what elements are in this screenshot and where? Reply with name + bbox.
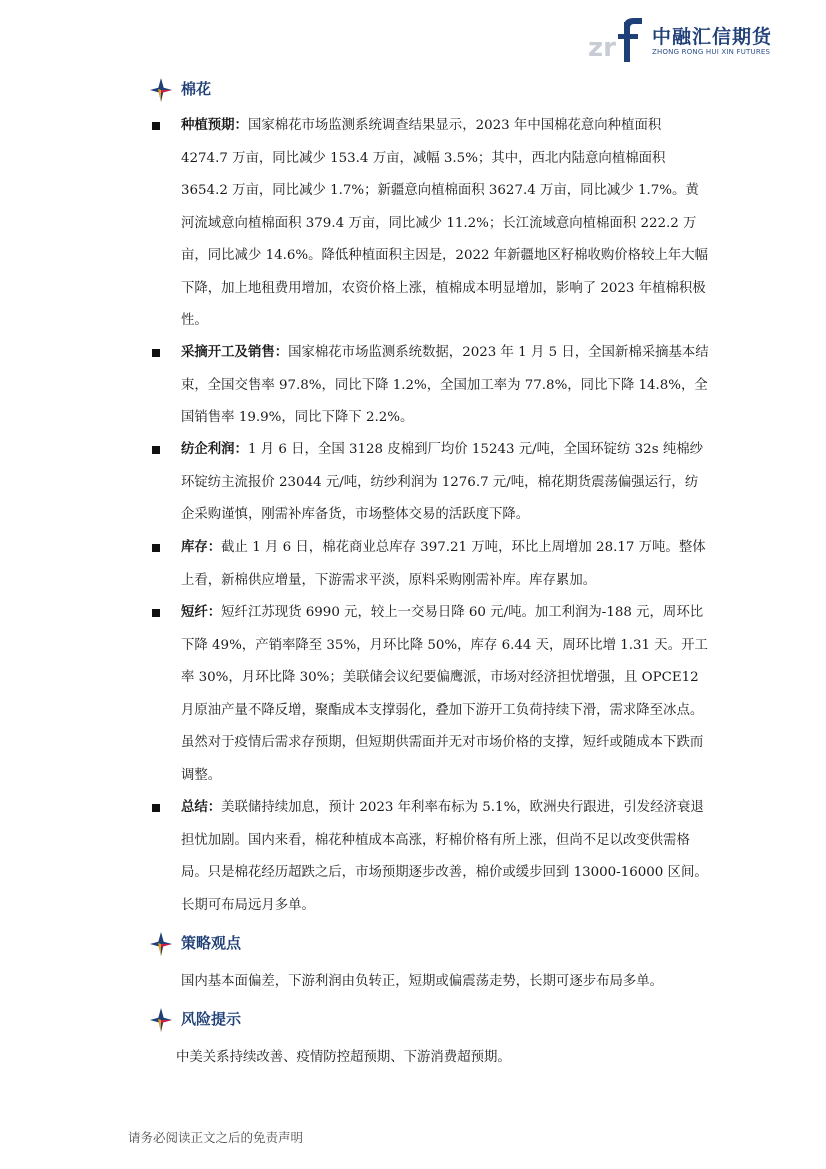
svg-text:zr: zr	[588, 33, 616, 62]
bullet-square-icon	[152, 446, 160, 454]
bullet-label: 库存：	[181, 540, 222, 555]
bullet-text: 截止 1 月 6 日，棉花商业总库存 397.21 万吨，环比上周增加 28.17 万吨。整体上看，新棉供应增量，下游需求平淡，原料采购刚需补库。库存累加。	[181, 540, 706, 588]
bullet-square-icon	[152, 609, 160, 617]
logo-text-en: ZHONG RONG HUI XIN FUTURES	[652, 48, 771, 56]
bullet-summary	[150, 792, 710, 922]
bullet-staple-fiber	[150, 597, 710, 792]
bullet-text: 美联储持续加息，预计 2023 年利率布标为 5.1%，欧洲央行跟进，引发经济衰退担忧加剧。国内来看，棉花种植成本高涨，籽棉价格有所上涨，但尚不足以改变供需格局。只是棉花经历超跌之后，市场预期逐步改善，棉价或缓步回到 13000-16000 区间。长期可布局远月多单。	[181, 800, 708, 913]
bullet-text: 国家棉花市场监测系统调查结果显示，2023 年中国棉花意向种植面积 4274.7 万亩，同比减少 153.4 万亩，减幅 3.5%；其中，西北内陆意向植棉面积 3654.2 万亩，同比减少 1.7%；新疆意向植棉面积 3627.4 万亩，同比减少 1.7%。黄河流域意向植棉面积 379.4 万亩，同比减少 11.2%；长江流域意向植棉面积 222.2 万亩，同比减少 14.6%。降低种植面积主因是，2022 年新疆地区籽棉收购价格较上年大幅下降，加上地租费用增加，农资价格上涨，植棉成本明显增加，影响了 2023 年植棉积极性。	[181, 118, 709, 328]
section-title-strategy: 策略观点	[181, 934, 242, 952]
bullet-inventory	[150, 532, 710, 597]
bullet-square-icon	[152, 122, 160, 130]
bullet-square-icon	[152, 804, 160, 812]
bullet-square-icon	[152, 544, 160, 552]
section-title-cotton: 棉花	[181, 80, 212, 98]
bullet-label: 短纤：	[181, 605, 222, 620]
bullet-label: 种植预期：	[181, 118, 248, 133]
diamond-bullet-icon	[150, 932, 172, 956]
bullet-text: 短纤江苏现货 6990 元，较上一交易日降 60 元/吨。加工利润为-188 元，周环比下降 49%，产销率降至 35%，月环比降 50%，库存 6.44 天，周环比增 1.31 天。开工率 30%，月环比降 30%；美联储会议纪要偏鹰派，市场对经济担忧增强，且 OPCE12 月原油产量不降反增，聚酯成本支撑弱化，叠加下游开工负荷持续下滑，需求降至冰点。虽然对于疫情后需求存预期，但短期供需面并无对市场价格的支撑，短纤或随成本下跌而调整。	[181, 605, 708, 783]
bullet-harvest-sales	[150, 337, 710, 435]
strategy-body: 国内基本面偏差，下游利润由负转正，短期或偏震荡走势，长期可逐步布局多单。	[181, 974, 664, 989]
bullet-text: 国家棉花市场监测系统数据，2023 年 1 月 5 日，全国新棉采摘基本结束，全国交售率 97.8%，同比下降 1.2%，全国加工率为 77.8%，同比下降 14.8%，全国销售率 19.9%，同比下降下 2.2%。	[181, 345, 709, 425]
company-logo	[588, 18, 778, 62]
bullet-label: 纺企利润：	[181, 442, 248, 457]
diamond-bullet-icon	[150, 78, 172, 102]
bullet-label: 总结：	[181, 800, 222, 815]
zrf-logo-mark-icon	[588, 18, 646, 62]
logo-text-cn: 中融汇信期货	[652, 26, 773, 48]
risk-body: 中美关系持续改善、疫情防控超预期、下游消费超预期。	[176, 1050, 511, 1065]
diamond-bullet-icon	[150, 1008, 172, 1032]
bullet-text: 1 月 6 日，全国 3128 皮棉到厂均价 15243 元/吨，全国环锭纺 32s 纯棉纱环锭纺主流报价 23044 元/吨，纺纱利润为 1276.7 元/吨，棉花期货震荡偏强运行，纺企采购谨慎，刚需补库备货，市场整体交易的活跃度下降。	[181, 442, 703, 522]
bullet-label: 采摘开工及销售：	[181, 345, 289, 360]
bullet-mill-profit	[150, 434, 710, 532]
bullet-square-icon	[152, 349, 160, 357]
bullet-planting	[150, 110, 710, 338]
footer-disclaimer: 请务必阅读正文之后的免责声明	[128, 1130, 304, 1145]
section-title-risk: 风险提示	[181, 1010, 242, 1028]
